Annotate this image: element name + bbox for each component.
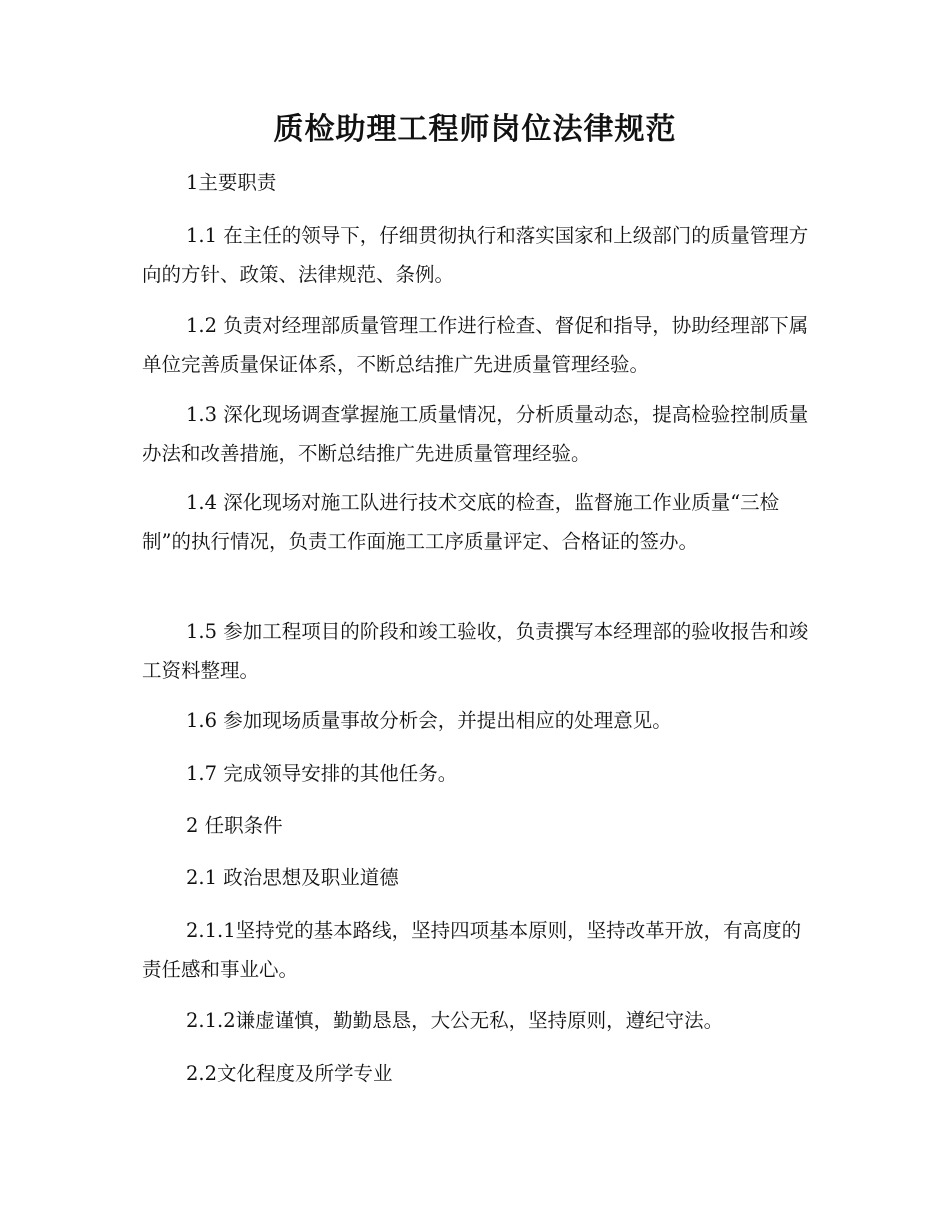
paragraph-2-1-1: 2.1.1坚持党的基本路线，坚持四项基本原则，坚持改革开放，有高度的责任感和事业心。 bbox=[142, 919, 802, 981]
section-heading-1: 1主要职责 bbox=[186, 171, 277, 194]
section-heading-2: 2 任职条件 bbox=[186, 814, 283, 837]
subsection-heading-2-1: 2.1 政治思想及职业道德 bbox=[186, 866, 399, 889]
paragraph-1-7: 1.7 完成领导安排的其他任务。 bbox=[186, 762, 458, 785]
subsection-heading-2-2: 2.2文化程度及所学专业 bbox=[186, 1062, 393, 1085]
paragraph-1-4: 1.4 深化现场对施工队进行技术交底的检查，监督施工作业质量“三检制”的执行情况，负责工作面施工工序质量评定、合格证的签办。 bbox=[142, 491, 780, 553]
paragraph-1-2: 1.2 负责对经理部质量管理工作进行检查、督促和指导，协助经理部下属单位完善质量保证体系，不断总结推广先进质量管理经验。 bbox=[142, 314, 809, 376]
paragraph-1-1: 1.1 在主任的领导下，仔细贯彻执行和落实国家和上级部门的质量管理方向的方针、政策、法律规范、条例。 bbox=[142, 224, 809, 286]
paragraph-1-6: 1.6 参加现场质量事故分析会，并提出相应的处理意见。 bbox=[186, 709, 672, 732]
paragraph-1-5: 1.5 参加工程项目的阶段和竣工验收，负责撰写本经理部的验收报告和竣工资料整理。 bbox=[142, 620, 809, 682]
paragraph-1-3: 1.3 深化现场调查掌握施工质量情况，分析质量动态，提高检验控制质量办法和改善措施，不断总结推广先进质量管理经验。 bbox=[142, 403, 809, 465]
paragraph-2-1-2: 2.1.2谦虚谨慎，勤勤恳恳，大公无私，坚持原则，遵纪守法。 bbox=[186, 1009, 724, 1032]
document-title: 质检助理工程师岗位法律规范 bbox=[273, 112, 677, 147]
